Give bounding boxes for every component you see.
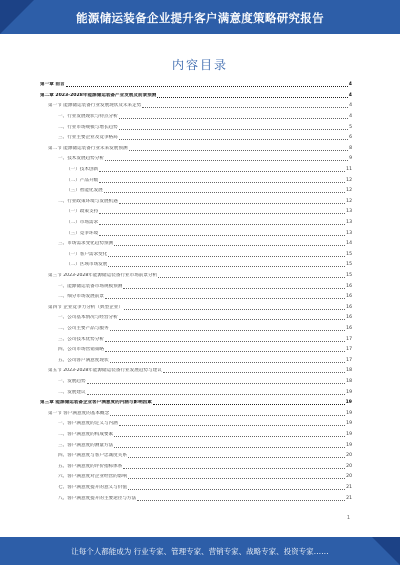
toc-entry[interactable]: [40, 252, 352, 259]
toc-entry[interactable]: [40, 347, 352, 354]
toc-entry-title: 七、客户满意度提升的意义与价值: [58, 485, 127, 491]
toc-entry-page: 19: [346, 389, 352, 395]
toc-entry[interactable]: [40, 82, 352, 89]
toc-leader-dots: [110, 415, 345, 416]
toc-entry-title: 三、客户满意度的测量方法: [58, 442, 114, 448]
toc-entry-page: 17: [346, 357, 352, 363]
toc-entry[interactable]: [40, 209, 352, 216]
toc-leader-dots: [105, 351, 345, 352]
toc-leader-dots: [105, 160, 348, 161]
toc-leader-dots: [110, 362, 346, 363]
toc-leader-dots: [99, 224, 345, 225]
toc-entry[interactable]: [40, 177, 352, 184]
toc-entry-title: （二）产品升级: [66, 177, 99, 183]
toc-entry[interactable]: [40, 315, 352, 322]
toc-leader-dots: [129, 150, 349, 151]
toc-leader-dots: [87, 383, 346, 384]
toc-entry-title: 第一节 能源储运装备行业发展现状及未来走势: [48, 103, 142, 109]
toc-entry[interactable]: [40, 199, 352, 206]
toc-entry-title: 八、客户满意度提升的主要途径与方法: [58, 495, 137, 501]
toc-entry-title: 五、客户满意度的评价指标体系: [58, 463, 123, 469]
toc-leader-dots: [114, 436, 345, 437]
toc-entry[interactable]: [40, 230, 352, 237]
toc-entry-title: 第一节 客户满意度的基本概念: [48, 410, 110, 416]
toc-entry[interactable]: [40, 368, 352, 375]
toc-entry-page: 13: [346, 220, 352, 226]
toc-entry-page: 19: [345, 400, 352, 406]
toc-entry-page: 16: [346, 304, 352, 310]
toc-entry-page: 16: [346, 326, 352, 332]
toc-entry-page: 6: [349, 135, 352, 141]
toc-entry-page: 15: [346, 262, 352, 268]
toc-entry-page: 18: [346, 368, 352, 374]
toc-entry-title: 四、公司市场营销策略: [58, 347, 104, 353]
toc-leader-dots: [99, 213, 345, 214]
toc-entry-page: 5: [349, 124, 352, 130]
toc-entry[interactable]: [40, 294, 352, 301]
toc-entry-title: 一、技术发展趋势分析: [58, 156, 104, 162]
toc-entry-page: 4: [348, 92, 352, 98]
toc-entry-page: 8: [349, 145, 352, 151]
toc-entry[interactable]: [40, 305, 352, 312]
toc-entry-page: 18: [346, 379, 352, 385]
toc-leader-dots: [158, 277, 345, 278]
toc-leader-dots: [114, 447, 345, 448]
toc-entry[interactable]: [40, 167, 352, 174]
toc-leader-dots: [99, 171, 345, 172]
toc-entry-title: 二、行业政策环境与发展机遇: [58, 198, 118, 204]
toc-leader-dots: [123, 468, 345, 469]
toc-entry-title: 第二章 2023-2028年能源储运装备产业发展及前景预测: [40, 92, 157, 98]
toc-entry[interactable]: [40, 379, 352, 386]
toc-heading: 内容目录: [171, 58, 228, 72]
toc-entry-title: 第二节 能源储运装备行业未来发展预测: [48, 145, 128, 151]
toc-leader-dots: [99, 235, 345, 236]
toc-entry[interactable]: [40, 400, 352, 407]
toc-entry[interactable]: [40, 114, 352, 121]
toc-entry-page: 9: [349, 156, 352, 162]
footer-slogan: 让每个人都能成为 行业专家、管理专家、营销专家、战略专家、投资专家……: [71, 547, 329, 556]
toc-entry-page: 20: [346, 453, 352, 459]
toc-entry-title: 三、行业主要企业及竞争格局: [58, 135, 118, 141]
toc-entry-title: 第一章 前言: [40, 82, 65, 88]
toc-entry-title: 一、能源储运装备市场规模预测: [58, 283, 123, 289]
toc-entry[interactable]: [40, 453, 352, 460]
toc-leader-dots: [119, 139, 348, 140]
toc-entry[interactable]: [40, 262, 352, 269]
toc-entry-page: 4: [349, 103, 352, 109]
toc-leader-dots: [99, 182, 345, 183]
toc-entry-page: 21: [346, 485, 352, 491]
toc-entry-page: 16: [346, 283, 352, 289]
toc-entry-title: 第三节 2023-2028年能源储运装备行业市场前景分析: [48, 273, 158, 279]
toc-entry-page: 19: [346, 410, 352, 416]
toc-entry-page: 16: [346, 294, 352, 300]
toc-entry-title: 第四节 企业竞争力分析（典型企业）: [48, 304, 123, 310]
toc-leader-dots: [105, 341, 345, 342]
toc-leader-dots: [110, 330, 346, 331]
toc-entry-page: 13: [346, 230, 352, 236]
page-number: 1: [346, 515, 350, 521]
toc-entry-title: 二、细分市场发展前景: [58, 294, 104, 300]
toc-entry-page: 12: [346, 198, 352, 204]
toc-entry-title: （一）技术创新: [66, 167, 99, 173]
toc-leader-dots: [128, 478, 345, 479]
toc-entry[interactable]: [40, 146, 352, 153]
toc-entry-title: （二）市场需求: [66, 220, 99, 226]
toc-entry[interactable]: [40, 124, 352, 131]
toc-entry-page: 13: [346, 209, 352, 215]
toc-leader-dots: [142, 107, 348, 108]
toc-entry-title: （三）智能化发展: [66, 188, 103, 194]
toc-entry-page: 20: [346, 463, 352, 469]
toc-entry-title: 三、市场需求变化趋势预测: [58, 241, 114, 247]
toc-entry-page: 20: [346, 474, 352, 480]
toc-entry[interactable]: [40, 283, 352, 290]
toc-entry-page: 15: [346, 273, 352, 279]
toc-entry[interactable]: [40, 442, 352, 449]
toc-leader-dots: [66, 86, 348, 87]
table-of-contents: [40, 82, 352, 512]
document-title: 能源储运装备企业提升客户满意度策略研究报告: [76, 11, 324, 25]
toc-entry[interactable]: [40, 474, 352, 481]
toc-entry[interactable]: [40, 273, 352, 280]
toc-entry-page: 17: [346, 336, 352, 342]
toc-entry[interactable]: [40, 464, 352, 471]
toc-entry[interactable]: [40, 103, 352, 110]
toc-entry-title: （三）竞争环境: [66, 230, 99, 236]
toc-entry-title: 二、发展建议: [58, 389, 86, 395]
toc-entry-page: 15: [346, 251, 352, 257]
toc-entry-page: 16: [346, 315, 352, 321]
toc-entry-title: 一、发展趋势: [58, 379, 86, 385]
toc-leader-dots: [128, 457, 345, 458]
toc-entry[interactable]: [40, 241, 352, 248]
toc-leader-dots: [104, 192, 345, 193]
toc-entry[interactable]: [40, 411, 352, 418]
toc-entry-title: 三、公司技术优势分析: [58, 336, 104, 342]
toc-entry-title: 一、行业发展现状与特点分析: [58, 114, 118, 120]
toc-entry-page: 4: [349, 114, 352, 120]
toc-entry-title: 第五节 2023-2028年能源储运装备行业发展趋势与建议: [48, 368, 162, 374]
toc-entry-page: 19: [346, 442, 352, 448]
toc-leader-dots: [105, 298, 345, 299]
header-bar: [0, 0, 400, 34]
toc-entry[interactable]: [40, 389, 352, 396]
toc-leader-dots: [119, 425, 345, 426]
toc-entry[interactable]: [40, 326, 352, 333]
toc-entry-page: 14: [346, 241, 352, 247]
toc-entry[interactable]: [40, 421, 352, 428]
toc-entry[interactable]: [40, 485, 352, 492]
toc-leader-dots: [163, 372, 345, 373]
toc-entry-title: 四、客户满意度与客户忠诚度关系: [58, 453, 127, 459]
toc-leader-dots: [123, 288, 345, 289]
toc-entry[interactable]: [40, 220, 352, 227]
toc-leader-dots: [157, 97, 347, 98]
toc-leader-dots: [119, 118, 348, 119]
toc-entry[interactable]: [40, 495, 352, 502]
toc-entry-page: 12: [346, 177, 352, 183]
toc-entry[interactable]: [40, 358, 352, 365]
toc-entry-page: 19: [346, 421, 352, 427]
toc-entry-title: （二）区域市场发展: [66, 262, 108, 268]
toc-entry-page: 17: [346, 347, 352, 353]
toc-entry-title: 二、客户满意度的构成要素: [58, 432, 114, 438]
toc-leader-dots: [119, 319, 345, 320]
toc-entry-title: （一）政策支持: [66, 209, 99, 215]
toc-entry[interactable]: [40, 156, 352, 163]
toc-entry-title: 五、公司客户满意度现状: [58, 357, 109, 363]
toc-entry-title: 一、公司基本情况与经营分析: [58, 315, 118, 321]
toc-entry-page: 21: [346, 495, 352, 501]
toc-leader-dots: [124, 309, 345, 310]
toc-entry[interactable]: [40, 135, 352, 142]
toc-entry-title: 一、客户满意度的定义与内涵: [58, 421, 118, 427]
toc-entry-title: 二、公司主要产品与服务: [58, 326, 109, 332]
toc-leader-dots: [87, 394, 346, 395]
toc-entry-title: 二、行业市场规模与增长趋势: [58, 124, 118, 130]
toc-entry-title: 第三章 能源储运装备企业客户满意度的内涵与影响因素: [40, 400, 152, 406]
toc-entry-title: （一）客户需求变化: [66, 251, 108, 257]
toc-entry[interactable]: [40, 93, 352, 100]
toc-entry-title: 六、客户满意度对企业经营的影响: [58, 474, 127, 480]
toc-entry[interactable]: [40, 336, 352, 343]
toc-entry[interactable]: [40, 188, 352, 195]
toc-leader-dots: [128, 489, 345, 490]
toc-leader-dots: [108, 256, 345, 257]
toc-entry-page: 19: [346, 432, 352, 438]
toc-entry-page: 12: [346, 188, 352, 194]
toc-leader-dots: [108, 266, 345, 267]
footer-bar: [0, 537, 400, 565]
toc-leader-dots: [119, 203, 345, 204]
toc-entry-page: 4: [348, 82, 352, 88]
toc-entry[interactable]: [40, 432, 352, 439]
toc-leader-dots: [114, 245, 345, 246]
toc-leader-dots: [119, 129, 348, 130]
toc-leader-dots: [137, 500, 345, 501]
toc-leader-dots: [153, 404, 345, 405]
toc-entry-page: 11: [346, 167, 352, 173]
